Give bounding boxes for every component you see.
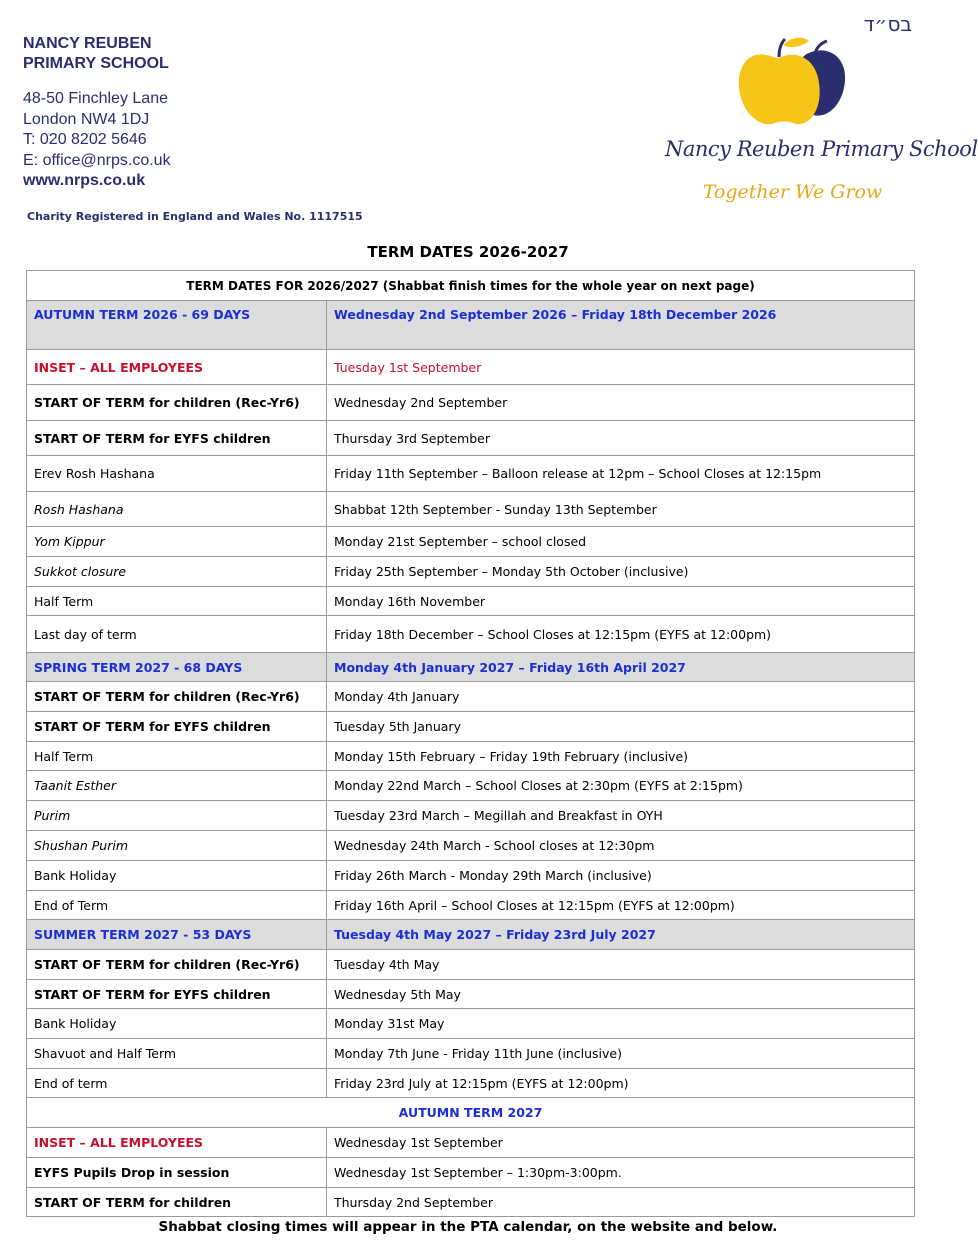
table-row	[27, 1188, 915, 1217]
row-label: Shavuot and Half Term	[27, 1039, 327, 1069]
row-date: Wednesday 2nd September	[327, 385, 915, 421]
row-date: Wednesday 1st September – 1:30pm-3:00pm.	[327, 1158, 915, 1188]
row-label: End of Term	[27, 891, 327, 920]
row-date: Friday 23rd July at 12:15pm (EYFS at 12:00pm)	[327, 1069, 915, 1098]
row-date: Monday 7th June - Friday 11th June (inclusive)	[327, 1039, 915, 1069]
row-label: INSET – ALL EMPLOYEES	[27, 1128, 327, 1158]
email[interactable]: E: office@nrps.co.uk	[23, 151, 171, 169]
row-date: Friday 16th April – School Closes at 12:15pm (EYFS at 12:00pm)	[327, 891, 915, 920]
logo-tagline: Together We Grow	[702, 181, 883, 203]
row-label: Half Term	[27, 742, 327, 771]
row-label: Shushan Purim	[27, 831, 327, 861]
summer-term-label: SUMMER TERM 2027 - 53 DAYS	[27, 920, 327, 950]
row-date: Monday 15th February – Friday 19th February (inclusive)	[327, 742, 915, 771]
row-date: Friday 11th September – Balloon release at 12pm – School Closes at 12:15pm	[327, 456, 915, 492]
row-date: Shabbat 12th September - Sunday 13th September	[327, 492, 915, 527]
table-row	[27, 350, 915, 385]
address-line2: London NW4 1DJ	[23, 110, 150, 128]
summer-term-row	[27, 920, 915, 950]
charity-number: Charity Registered in England and Wales No. 1117515	[27, 210, 363, 223]
row-label: Sukkot closure	[27, 557, 327, 587]
row-date: Wednesday 1st September	[327, 1128, 915, 1158]
table-row	[27, 980, 915, 1009]
website-link[interactable]: www.nrps.co.uk	[23, 172, 146, 189]
row-date: Thursday 3rd September	[327, 421, 915, 456]
row-label: Erev Rosh Hashana	[27, 456, 327, 492]
page-title: TERM DATES 2026-2027	[367, 243, 569, 261]
address-line1: 48-50 Finchley Lane	[23, 90, 168, 107]
school-name-line1: NANCY REUBEN	[23, 35, 152, 52]
row-label: Bank Holiday	[27, 861, 327, 891]
row-date: Thursday 2nd September	[327, 1188, 915, 1217]
hebrew-mark: בס״ד	[863, 12, 912, 36]
table-row	[27, 587, 915, 616]
row-label: START OF TERM for EYFS children	[27, 421, 327, 456]
row-date: Monday 21st September – school closed	[327, 527, 915, 557]
school-name	[23, 34, 169, 74]
row-date: Monday 16th November	[327, 587, 915, 616]
logo-school-name: Nancy Reuben Primary School	[665, 137, 978, 161]
spring-term-row	[27, 653, 915, 682]
row-label: START OF TERM for EYFS children	[27, 980, 327, 1009]
row-date: Monday 31st May	[327, 1009, 915, 1039]
table-row	[27, 801, 915, 831]
row-date: Friday 25th September – Monday 5th October (inclusive)	[327, 557, 915, 587]
table-row	[27, 616, 915, 653]
autumn-term-dates: Wednesday 2nd September 2026 – Friday 18th December 2026	[327, 301, 915, 350]
row-date: Monday 22nd March – School Closes at 2:30pm (EYFS at 2:15pm)	[327, 771, 915, 801]
table-row	[27, 950, 915, 980]
table-row	[27, 1009, 915, 1039]
row-label: Half Term	[27, 587, 327, 616]
autumn-2027-row	[27, 1098, 915, 1128]
row-date: Friday 18th December – School Closes at 12:15pm (EYFS at 12:00pm)	[327, 616, 915, 653]
row-label: INSET – ALL EMPLOYEES	[27, 350, 327, 385]
row-label: Purim	[27, 801, 327, 831]
table-row	[27, 712, 915, 742]
row-label: START OF TERM for children	[27, 1188, 327, 1217]
autumn-2027-label: AUTUMN TERM 2027	[27, 1098, 915, 1128]
row-label: Rosh Hashana	[27, 492, 327, 527]
row-label: Taanit Esther	[27, 771, 327, 801]
term-dates-table	[26, 270, 915, 1217]
table-row	[27, 861, 915, 891]
autumn-term-label: AUTUMN TERM 2026 - 69 DAYS	[27, 301, 327, 350]
footer-note: Shabbat closing times will appear in the PTA calendar, on the website and below.	[158, 1219, 778, 1235]
row-date: Tuesday 5th January	[327, 712, 915, 742]
table-row	[27, 557, 915, 587]
table-row	[27, 771, 915, 801]
row-date: Tuesday 4th May	[327, 950, 915, 980]
table-header: TERM DATES FOR 2026/2027 (Shabbat finish times for the whole year on next page)	[27, 271, 915, 301]
row-label: EYFS Pupils Drop in session	[27, 1158, 327, 1188]
spring-term-label: SPRING TERM 2027 - 68 DAYS	[27, 653, 327, 682]
row-label: Last day of term	[27, 616, 327, 653]
school-logo	[665, 33, 978, 213]
row-label: START OF TERM for children (Rec-Yr6)	[27, 950, 327, 980]
school-name-line2: PRIMARY SCHOOL	[23, 55, 169, 72]
row-label: End of term	[27, 1069, 327, 1098]
row-label: START OF TERM for EYFS children	[27, 712, 327, 742]
table-row	[27, 385, 915, 421]
row-date: Friday 26th March - Monday 29th March (inclusive)	[327, 861, 915, 891]
row-date: Tuesday 23rd March – Megillah and Breakfast in OYH	[327, 801, 915, 831]
apples-icon	[735, 33, 855, 133]
table-row	[27, 1158, 915, 1188]
row-date: Wednesday 5th May	[327, 980, 915, 1009]
row-date: Monday 4th January	[327, 682, 915, 712]
table-row	[27, 1039, 915, 1069]
table-row	[27, 891, 915, 920]
table-row	[27, 1069, 915, 1098]
table-row	[27, 831, 915, 861]
table-row	[27, 421, 915, 456]
table-row	[27, 1128, 915, 1158]
summer-term-dates: Tuesday 4th May 2027 – Friday 23rd July 2027	[327, 920, 915, 950]
row-label: Bank Holiday	[27, 1009, 327, 1039]
phone: T: 020 8202 5646	[23, 131, 147, 148]
row-date: Tuesday 1st September	[327, 350, 915, 385]
table-row	[27, 682, 915, 712]
spring-term-dates: Monday 4th January 2027 – Friday 16th April 2027	[327, 653, 915, 682]
row-date: Wednesday 24th March - School closes at 12:30pm	[327, 831, 915, 861]
autumn-term-row	[27, 301, 915, 350]
address-block	[23, 89, 171, 192]
row-label: START OF TERM for children (Rec-Yr6)	[27, 682, 327, 712]
table-row	[27, 456, 915, 492]
row-label: Yom Kippur	[27, 527, 327, 557]
table-header-row	[27, 271, 915, 301]
table-row	[27, 742, 915, 771]
table-row	[27, 527, 915, 557]
row-label: START OF TERM for children (Rec-Yr6)	[27, 385, 327, 421]
table-row	[27, 492, 915, 527]
